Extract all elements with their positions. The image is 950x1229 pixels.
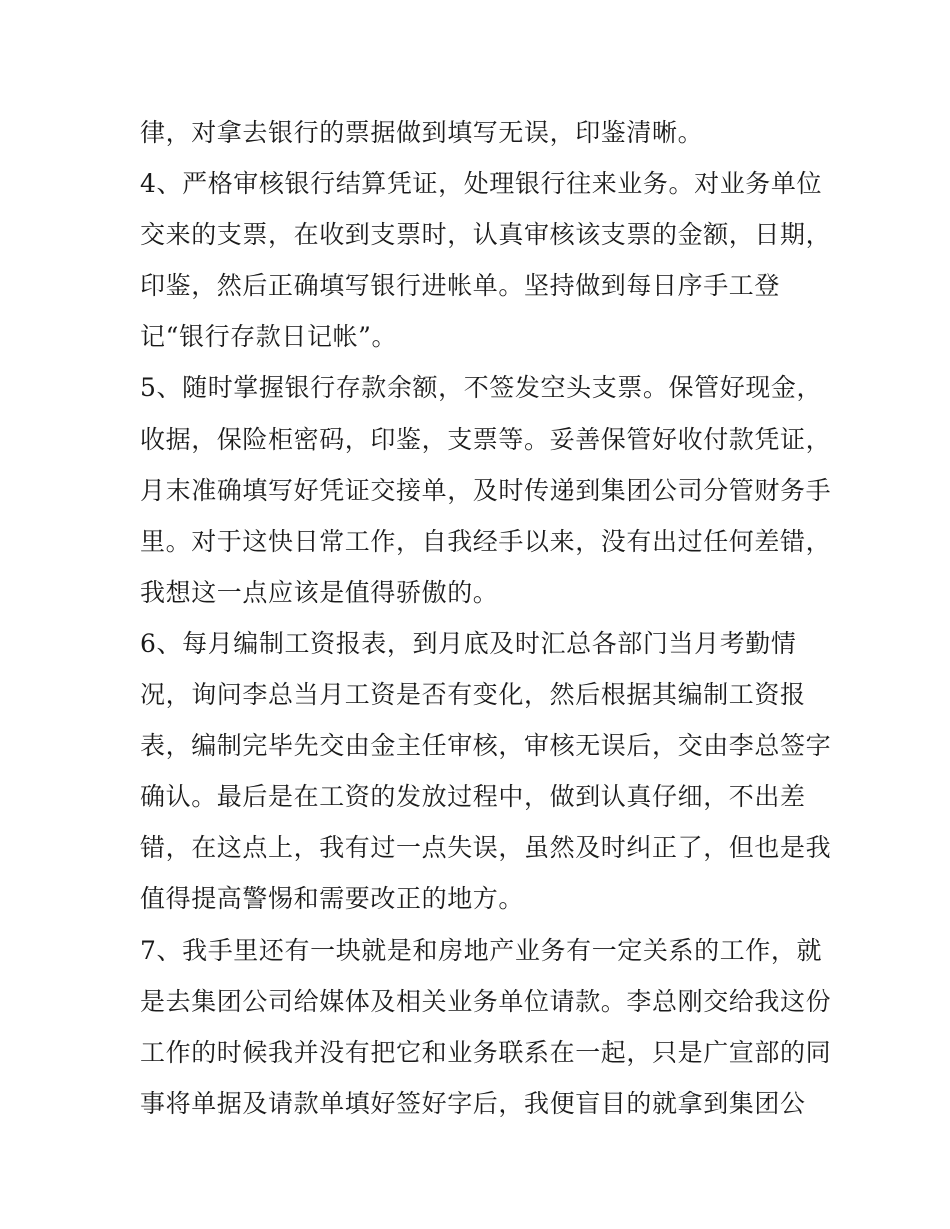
text-line: 我想这一点应该是值得骄傲的。 [140, 577, 499, 607]
text-line: 记“银行存款日记帐”。 [140, 322, 398, 352]
text-line: 表，编制完毕先交由金主任审核，审核无误后，交由李总签字 [140, 731, 832, 761]
text-line: 7、我手里还有一块就是和房地产业务有一定关系的工作，就 [140, 935, 823, 965]
text-line: 错，在这点上，我有过一点失误，虽然及时纠正了，但也是我 [140, 833, 832, 863]
text-line: 月末准确填写好凭证交接单，及时传递到集团公司分管财务手 [140, 475, 832, 505]
text-line: 6、每月编制工资报表，到月底及时汇总各部门当月考勤情 [140, 628, 797, 658]
text-line: 4、严格审核银行结算凭证，处理银行往来业务。对业务单位 [140, 169, 823, 199]
text-line: 印鉴，然后正确填写银行进帐单。坚持做到每日序手工登 [140, 271, 781, 301]
text-line: 里。对于这快日常工作，自我经手以来，没有出过任何差错， [140, 526, 832, 556]
text-line: 律，对拿去银行的票据做到填写无误，印鉴清晰。 [140, 118, 704, 147]
text-line: 是去集团公司给媒体及相关业务单位请款。李总刚交给我这份 [140, 986, 832, 1016]
text-line: 工作的时候我并没有把它和业务联系在一起，只是广宣部的同 [140, 1037, 832, 1067]
text-line: 收据，保险柜密码，印鉴，支票等。妥善保管好收付款凭证， [140, 424, 832, 454]
text-line: 交来的支票，在收到支票时，认真审核该支票的金额，日期， [140, 220, 832, 250]
text-line: 5、随时掌握银行存款余额，不签发空头支票。保管好现金， [140, 373, 823, 403]
document-body [140, 107, 830, 1129]
text-line: 事将单据及请款单填好签好字后，我便盲目的就拿到集团公 [140, 1088, 806, 1118]
text-line: 值得提高警惕和需要改正的地方。 [140, 884, 525, 914]
text-line: 确认。最后是在工资的发放过程中，做到认真仔细，不出差 [140, 782, 806, 812]
text-line: 况，询问李总当月工资是否有变化，然后根据其编制工资报 [140, 680, 806, 710]
